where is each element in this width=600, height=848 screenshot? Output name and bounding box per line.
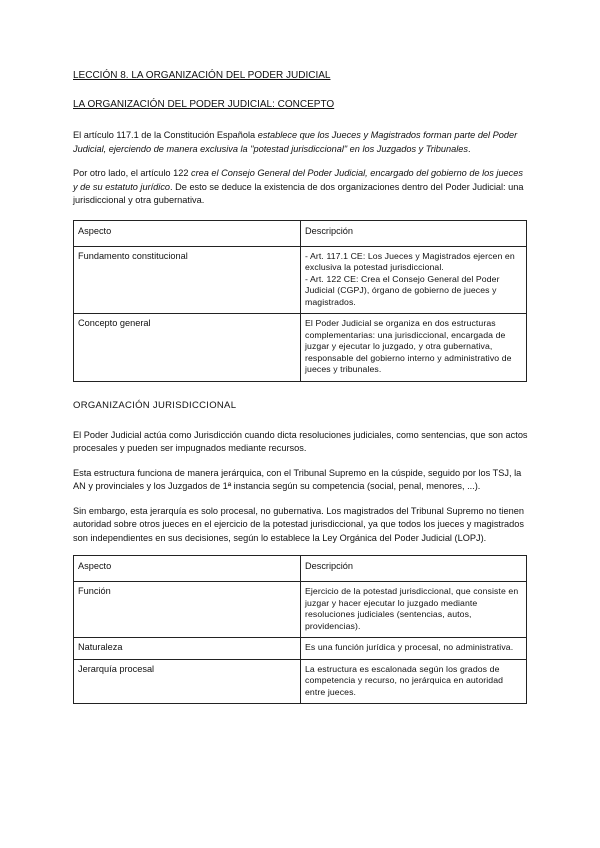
table-cell-aspect: Jerarquía procesal [74, 659, 301, 704]
paragraph-article-117 [73, 129, 528, 156]
table-cell-description [301, 246, 527, 314]
section-title-jurisdiccional: ORGANIZACIÓN JURISDICCIONAL [73, 399, 237, 411]
table-row [74, 314, 527, 382]
paragraph-independencia: Sin embargo, esta jerarquía es solo procesal, no gubernativa. Los magistrados del Tribunal Supremo no tienen autoridad sobre otros jueces en el ejercicio de la potestad jurisdiccional, ya que todos los jueces y magistrados son independientes en sus decisiones, según lo establece la Ley Orgánica del Poder Judicial (LOPJ). [73, 505, 524, 543]
table-header-descripcion: Descripción [301, 220, 527, 246]
table-header-descripcion: Descripción [301, 556, 527, 582]
table-cell-aspect: Función [74, 582, 301, 638]
description-line: - Art. 117.1 CE: Los Jueces y Magistrados ejercen en exclusiva la potestad jurisdiccional. [305, 250, 515, 272]
para2-text-c: . De esto se deduce la existencia de dos organizaciones dentro del Poder Judicial: una jurisdiccional y otra gubernativa. [73, 181, 524, 205]
table-row [74, 638, 527, 660]
description-line: - Art. 122 CE: Crea el Consejo General del Poder Judicial (CGPJ), órgano de gobierno de jueces y magistrados. [305, 273, 500, 307]
table-cell-description: Ejercicio de la potestad jurisdiccional, que consiste en juzgar y hacer ejecutar lo juzgado mediante resoluciones judiciales (sentencias, autos, providencias). [301, 582, 527, 638]
table-cell-aspect: Concepto general [74, 314, 301, 382]
lesson-title: LECCIÓN 8. LA ORGANIZACIÓN DEL PODER JUDICIAL [73, 70, 331, 81]
table-row [74, 246, 527, 314]
para1-text-c: . [468, 143, 471, 154]
para2-text-italic: crea el Consejo General del Poder Judicial, encargado del gobierno de los jueces y de su estatuto jurídico [73, 168, 523, 192]
table-cell-description: Es una función jurídica y procesal, no administrativa. [301, 638, 527, 660]
table-cell-aspect: Fundamento constitucional [74, 246, 301, 314]
table-cell-description: La estructura es escalonada según los grados de competencia y recurso, no jerárquica en autoridad entre jueces. [301, 659, 527, 704]
document-page [73, 70, 528, 722]
table-header-row [74, 556, 527, 582]
paragraph-jurisdiccion: El Poder Judicial actúa como Jurisdicción cuando dicta resoluciones judiciales, como sentencias, que son actos procesales y pueden ser impugnados mediante recursos. [73, 429, 528, 453]
table-header-aspecto: Aspecto [74, 556, 301, 582]
table-row [74, 659, 527, 704]
section-title-concepto: LA ORGANIZACIÓN DEL PODER JUDICIAL: CONCEPTO [73, 99, 335, 110]
table-jurisdiccional [73, 555, 527, 704]
paragraph-jerarquia: Esta estructura funciona de manera jerárquica, con el Tribunal Supremo en la cúspide, seguido por los TSJ, la AN y provinciales y los Juzgados de 1ª instancia según su competencia (social, penal, menores, ...). [73, 467, 522, 491]
paragraph-article-122 [73, 167, 528, 208]
table-cell-aspect: Naturaleza [74, 638, 301, 660]
table-header-row [74, 220, 527, 246]
para2-text-a: Por otro lado, el artículo 122 [73, 168, 191, 178]
para1-text-italic: establece que los Jueces y Magistrados forman parte del Poder Judicial, ejerciendo de manera exclusiva la "potestad jurisdiccional" en los Juzgados y Tribunales [73, 130, 518, 154]
table-header-aspecto: Aspecto [74, 220, 301, 246]
table-cell-description: El Poder Judicial se organiza en dos estructuras complementarias: una jurisdiccional, encargada de juzgar y ejecutar lo juzgado, y otra gubernativa, responsable del gobierno interno y administrativo de jueces y tribunales. [301, 314, 527, 382]
table-concepto [73, 220, 527, 382]
table-row [74, 582, 527, 638]
para1-text-a: El artículo 117.1 de la Constitución Española [73, 130, 258, 140]
